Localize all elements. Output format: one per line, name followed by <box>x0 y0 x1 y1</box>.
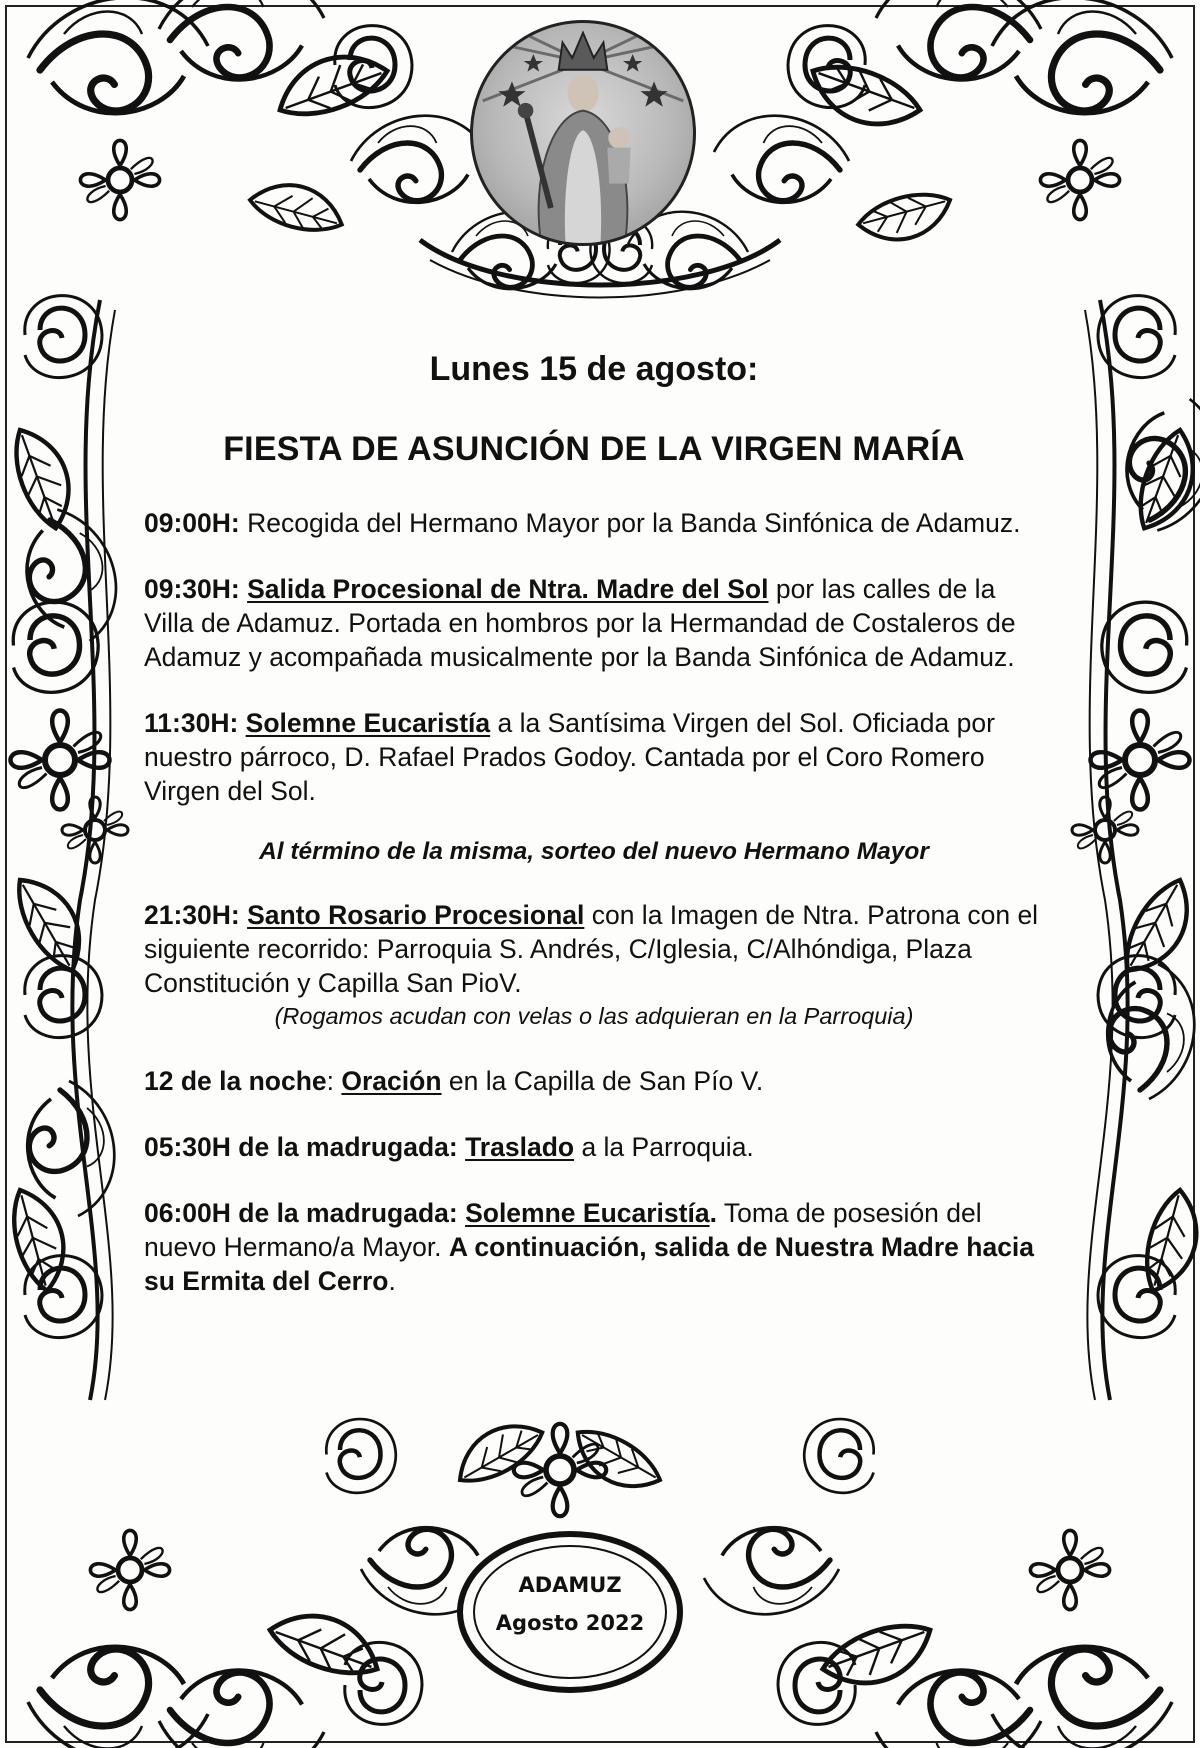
schedule-item-0530 <box>144 1130 1044 1164</box>
schedule-time: 09:00H: <box>144 508 240 538</box>
schedule-text: con la Imagen de Ntra. Patrona con el siguiente recorrido: Parroquia S. Andrés, C/Iglesia, C/Alhóndiga, Plaza Constitución y Capilla San PioV. <box>144 900 1039 998</box>
footer-cartouche <box>470 1540 670 1680</box>
schedule-time: 06:00H de la madrugada: <box>144 1198 458 1228</box>
schedule-bold-tail: A continuación, salida de Nuestra Madre hacia su Ermita del Cerro <box>144 1232 1035 1296</box>
schedule-separator: : <box>326 1066 342 1096</box>
schedule-text: a la Parroquia. <box>574 1132 754 1162</box>
footer-town: ADAMUZ <box>518 1573 622 1597</box>
schedule-time: 09:30H: <box>144 574 240 604</box>
schedule-highlight: Solemne Eucaristía <box>465 1198 710 1228</box>
schedule-item-0900 <box>144 506 1044 540</box>
virgin-image-icon <box>470 20 696 246</box>
schedule-highlight: Traslado <box>465 1132 575 1162</box>
schedule-text: en la Capilla de San Pío V. <box>441 1066 764 1096</box>
schedule-end: . <box>388 1266 396 1296</box>
candles-note: (Rogamos acudan con velas o las adquieran en la Parroquia) <box>274 1003 914 1029</box>
schedule-text: por las calles de la Villa de Adamuz. Portada en hombros por la Hermandad de Costaleros de Adamuz y acompañada musicalmente por la Banda Sinfónica de Adamuz. <box>144 574 1016 672</box>
schedule-time: 12 de la noche <box>144 1066 327 1096</box>
schedule-time: 05:30H de la madrugada: <box>144 1132 458 1162</box>
schedule-highlight: Santo Rosario Procesional <box>247 900 585 930</box>
schedule-item-2130 <box>144 898 1044 1032</box>
schedule-item-0930 <box>144 572 1044 674</box>
date-heading: Lunes 15 de agosto: <box>429 350 759 388</box>
schedule-item-1130 <box>144 706 1044 808</box>
schedule-highlight: Salida Procesional de Ntra. Madre del Sol <box>247 574 769 604</box>
program-content <box>144 348 1044 1330</box>
schedule-time: 11:30H: <box>144 708 239 738</box>
footer-date: Agosto 2022 <box>495 1611 645 1635</box>
schedule-highlight-end: . <box>709 1198 717 1228</box>
schedule-highlight: Oración <box>341 1066 442 1096</box>
page-title: FIESTA DE ASUNCIÓN DE LA VIRGEN MARÍA <box>223 430 965 468</box>
schedule-time: 21:30H: <box>144 900 240 930</box>
schedule-text: Recogida del Hermano Mayor por la Banda Sinfónica de Adamuz. <box>239 508 1021 538</box>
schedule-text: Toma de posesión del nuevo Hermano/a Mayor. <box>144 1198 982 1262</box>
schedule-text: a la Santísima Virgen del Sol. Oficiada por nuestro párroco, D. Rafael Prados Godoy. Cantada por el Coro Romero Virgen del Sol. <box>144 708 995 806</box>
schedule-highlight: Solemne Eucaristía <box>245 708 491 738</box>
schedule-item-midnight <box>144 1064 1044 1098</box>
schedule-item-0600 <box>144 1196 1044 1298</box>
raffle-note: Al término de la misma, sorteo del nuevo Hermano Mayor <box>259 838 929 865</box>
